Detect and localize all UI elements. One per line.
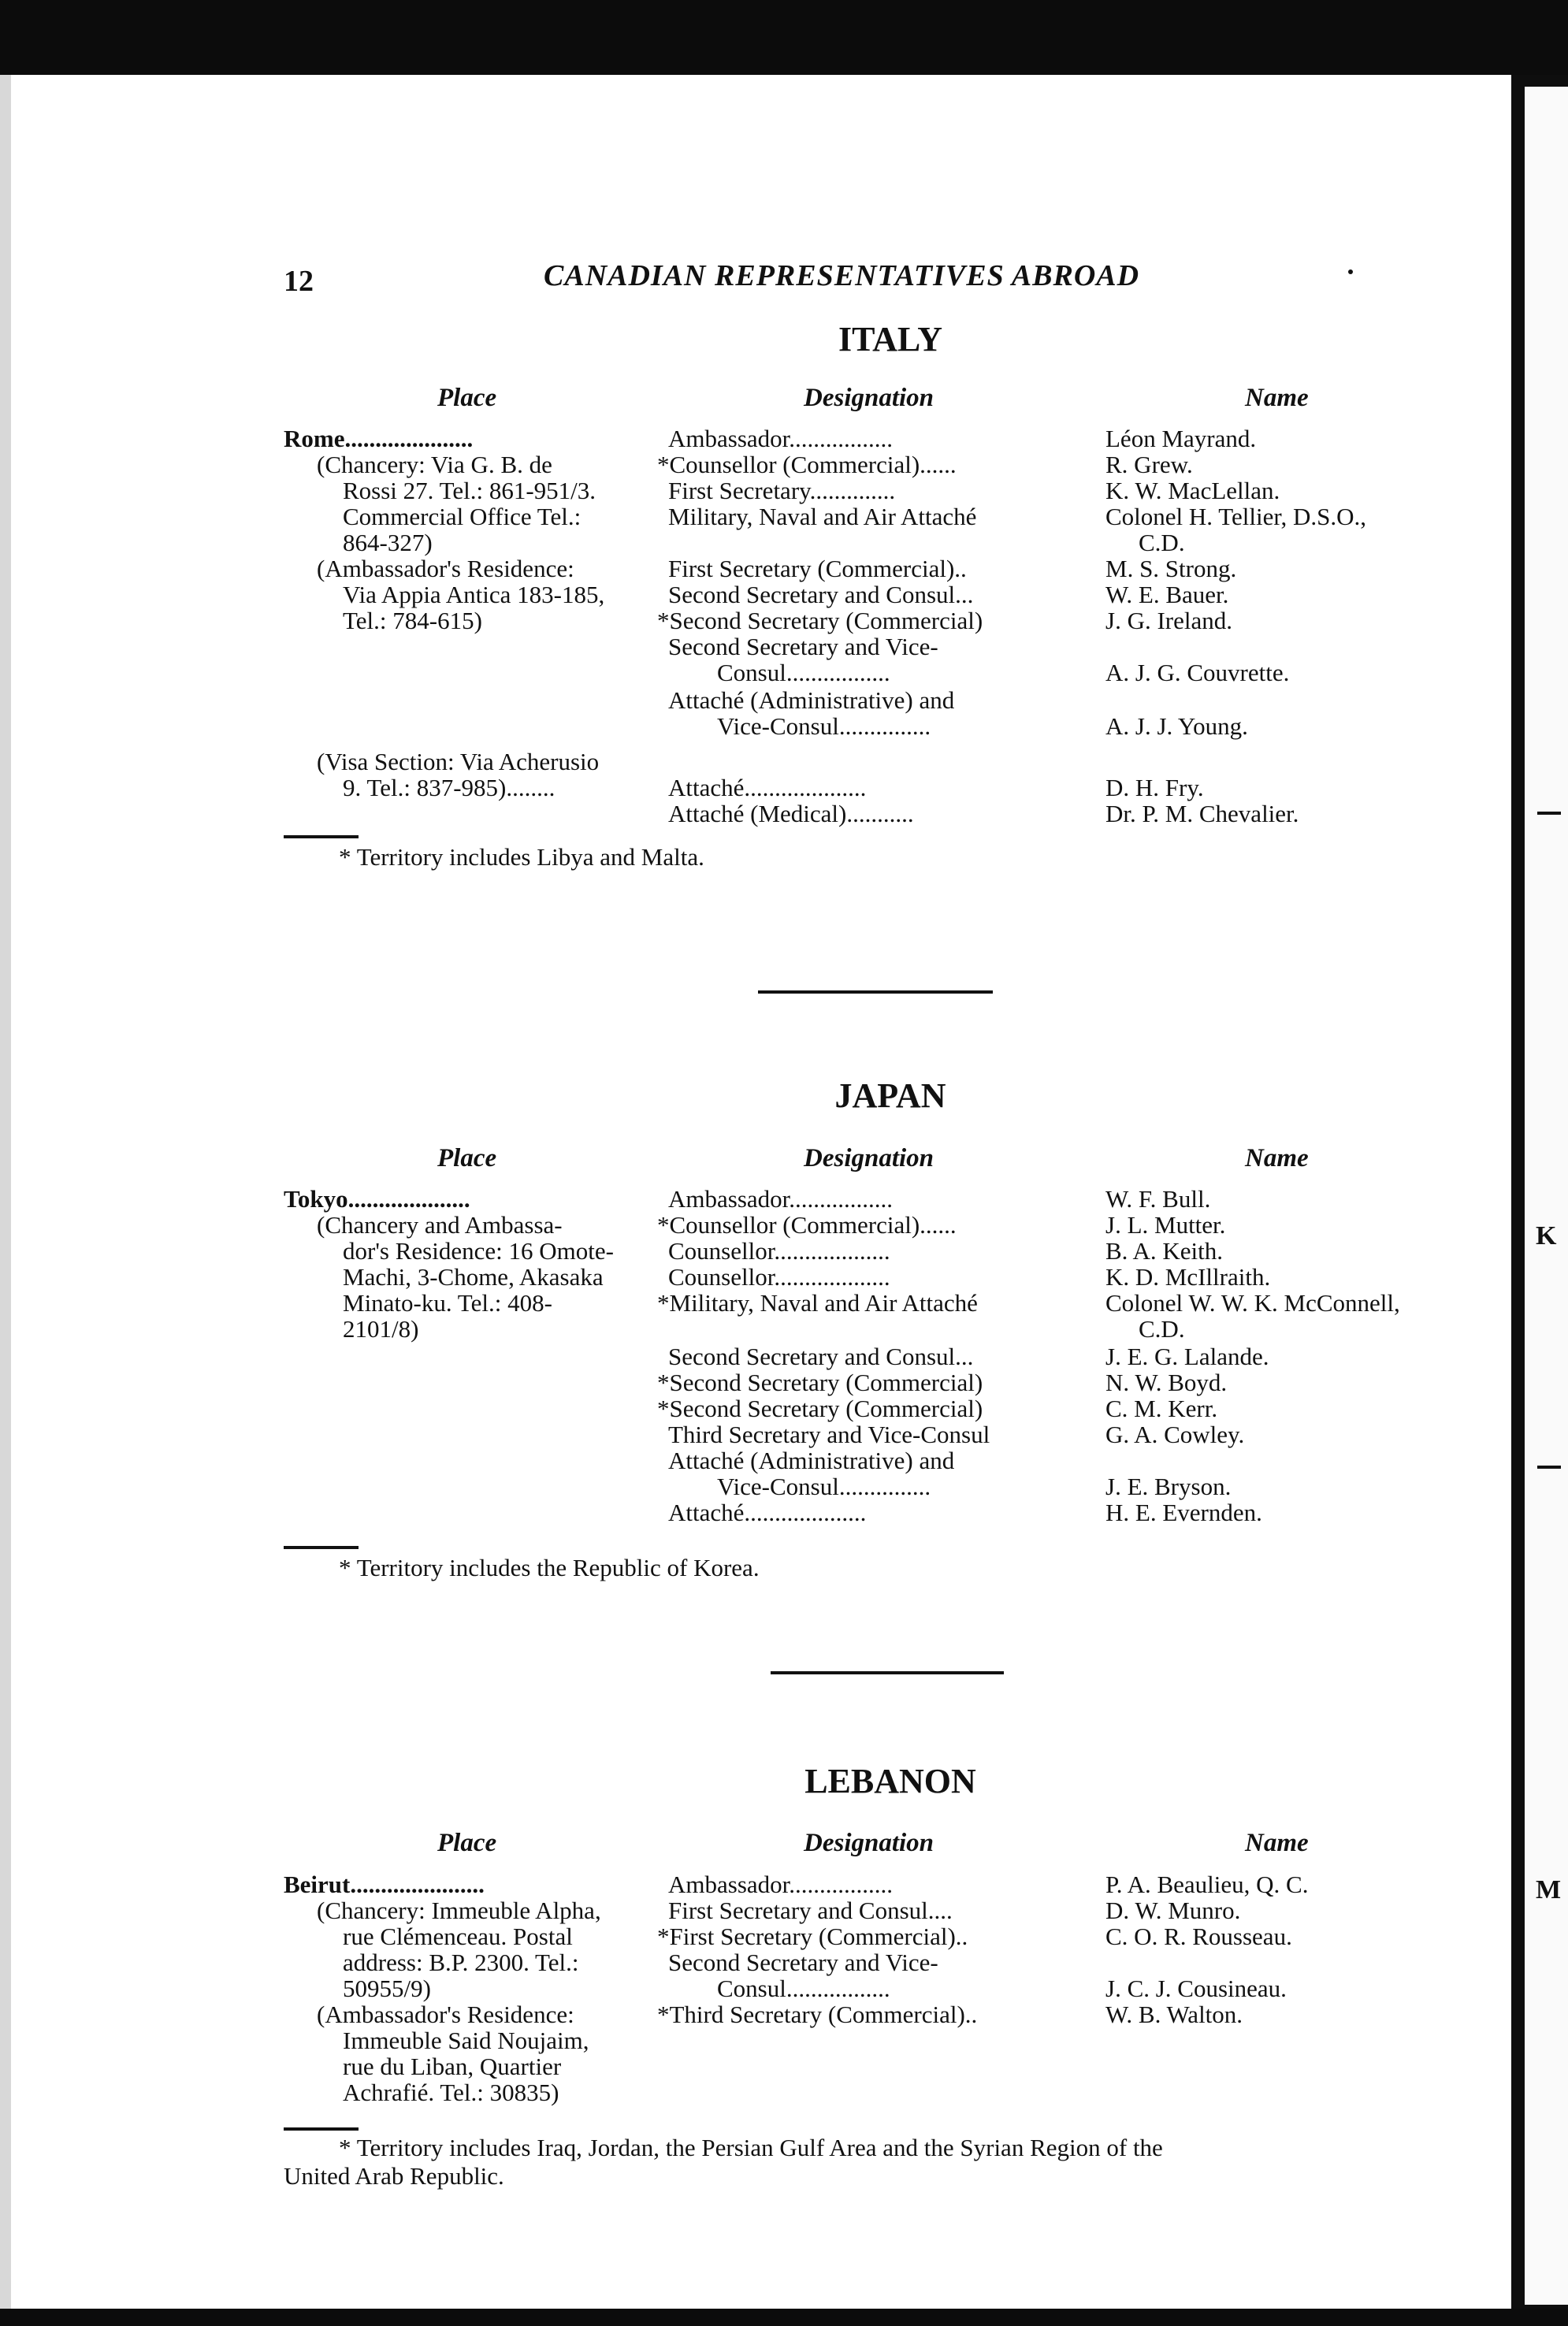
table-row <box>284 1212 1497 1239</box>
name-cell: J. C. J. Cousineau. <box>1105 1975 1287 2002</box>
place-detail: Achrafié. Tel.: 30835) <box>343 2079 559 2106</box>
country-heading: JAPAN <box>834 1076 946 1115</box>
place-detail: (Chancery: Via G. B. de <box>317 451 552 478</box>
table-row <box>284 1499 1497 1526</box>
designation-cell: *Second Secretary (Commercial) <box>657 1395 983 1422</box>
designation-cell: Consul................. <box>717 1975 890 2002</box>
name-cell: B. A. Keith. <box>1105 1237 1223 1265</box>
name-cell: J. L. Mutter. <box>1105 1211 1226 1239</box>
table-row <box>284 660 1497 686</box>
designation-cell: Attaché (Medical)........... <box>668 801 914 827</box>
name-cell: G. A. Cowley. <box>1105 1421 1245 1448</box>
print-dot <box>1348 269 1353 274</box>
table-row <box>284 582 1497 608</box>
designation-cell: First Secretary and Consul.... <box>668 1897 953 1924</box>
designation-cell: *Second Secretary (Commercial) <box>657 608 983 634</box>
designation-cell: Third Secretary and Vice-Consul <box>668 1421 990 1448</box>
table-row <box>284 503 1497 530</box>
designation-cell: *Third Secretary (Commercial).. <box>657 2001 978 2028</box>
adjacent-page-edge <box>1525 87 1568 2305</box>
place-detail: Rossi 27. Tel.: 861-951/3. <box>343 477 596 504</box>
place-detail: Immeuble Said Noujaim, <box>343 2027 589 2054</box>
table-row <box>284 1949 1497 1976</box>
table-row <box>284 425 1497 452</box>
table-row <box>284 775 1497 801</box>
name-cell: J. E. G. Lalande. <box>1105 1343 1269 1370</box>
designation-cell: Consul................. <box>717 660 890 686</box>
scan-top-border <box>0 0 1568 75</box>
footnote-rule <box>284 1546 359 1549</box>
name-cell: W. E. Bauer. <box>1105 581 1229 608</box>
table-row <box>284 451 1497 478</box>
table-row <box>284 1897 1497 1924</box>
name-cell: K. W. MacLellan. <box>1105 477 1280 504</box>
designation-cell: Second Secretary and Consul... <box>668 582 974 608</box>
table-row <box>284 634 1497 660</box>
name-cell: C. O. R. Rousseau. <box>1105 1923 1292 1950</box>
designation-cell: Ambassador................. <box>668 425 894 452</box>
place-detail: 50955/9) <box>343 1975 431 2002</box>
footnote-rule <box>284 2127 359 2131</box>
table-row <box>284 1343 1497 1370</box>
designation-cell: Second Secretary and Vice- <box>668 1949 938 1976</box>
scan-left-edge <box>0 75 11 2309</box>
place-detail: Minato-ku. Tel.: 408- <box>343 1290 552 1317</box>
section-divider <box>771 1671 1004 1674</box>
designation-cell: Vice-Consul............... <box>717 713 931 740</box>
designation-cell: Second Secretary and Consul... <box>668 1343 974 1370</box>
place-detail: (Chancery and Ambassa- <box>317 1212 563 1239</box>
table-row <box>284 1975 1497 2002</box>
table-row <box>284 529 1497 556</box>
table-row <box>284 801 1497 827</box>
designation-cell: Ambassador................. <box>668 1186 894 1213</box>
place-detail: dor's Residence: 16 Omote- <box>343 1238 614 1265</box>
designation-cell: *Counsellor (Commercial)...... <box>657 1212 957 1239</box>
designation-cell: First Secretary (Commercial).. <box>668 555 967 582</box>
designation-cell: *Counsellor (Commercial)...... <box>657 451 957 478</box>
place-detail: (Visa Section: Via Acherusio <box>317 749 600 775</box>
table-row <box>284 477 1497 504</box>
place-detail: Via Appia Antica 183-185, <box>343 582 605 608</box>
column-header-name: Name <box>1245 1144 1309 1172</box>
column-header-designation: Designation <box>804 1144 934 1172</box>
place-city: Tokyo.................... <box>284 1186 470 1213</box>
table-row <box>284 1290 1497 1317</box>
table-row <box>284 1473 1497 1500</box>
designation-cell: Attaché (Administrative) and <box>668 1447 955 1474</box>
table-row <box>284 2053 1497 2080</box>
table-row <box>284 1871 1497 1898</box>
column-header-designation: Designation <box>804 384 934 412</box>
name-cell: C.D. <box>1139 529 1185 556</box>
place-city: Rome..................... <box>284 425 474 452</box>
name-cell: N. W. Boyd. <box>1105 1369 1228 1396</box>
page-number: 12 <box>284 265 314 298</box>
name-cell: Colonel H. Tellier, D.S.O., <box>1105 503 1366 530</box>
adjacent-page-rule <box>1537 1466 1561 1469</box>
place-detail: Tel.: 784-615) <box>343 608 482 634</box>
adjacent-page-rule <box>1537 812 1561 815</box>
footnote-continued: United Arab Republic. <box>284 2162 504 2190</box>
place-detail: rue du Liban, Quartier <box>343 2053 562 2080</box>
name-cell: D. W. Munro. <box>1105 1897 1241 1924</box>
place-detail: (Ambassador's Residence: <box>317 555 574 582</box>
designation-cell: Counsellor................... <box>668 1264 890 1291</box>
place-detail: Machi, 3-Chome, Akasaka <box>343 1264 604 1291</box>
name-cell: Colonel W. W. K. McConnell, <box>1105 1289 1400 1317</box>
running-head: CANADIAN REPRESENTATIVES ABROAD <box>544 259 1140 292</box>
name-cell: R. Grew. <box>1105 451 1193 478</box>
table-row <box>284 1316 1497 1343</box>
name-cell: P. A. Beaulieu, Q. C. <box>1105 1871 1309 1898</box>
footnote-rule <box>284 835 359 838</box>
column-header-place: Place <box>437 1144 497 1172</box>
name-cell: J. E. Bryson. <box>1105 1473 1232 1500</box>
place-detail: 2101/8) <box>343 1316 419 1343</box>
name-cell: H. E. Evernden. <box>1105 1499 1262 1526</box>
table-row <box>284 1238 1497 1265</box>
name-cell: M. S. Strong. <box>1105 555 1237 582</box>
name-cell: A. J. G. Couvrette. <box>1105 659 1290 686</box>
table-row <box>284 2001 1497 2028</box>
table-row <box>284 1186 1497 1213</box>
name-cell: A. J. J. Young. <box>1105 712 1248 740</box>
name-cell: K. D. McIllraith. <box>1105 1263 1271 1291</box>
column-header-place: Place <box>437 384 497 412</box>
table-row <box>284 555 1497 582</box>
section-divider <box>758 990 993 994</box>
designation-cell: *Military, Naval and Air Attaché <box>657 1290 978 1317</box>
footnote: * Territory includes the Republic of Korea. <box>339 1554 760 1581</box>
table-row <box>284 2079 1497 2106</box>
designation-cell: *Second Secretary (Commercial) <box>657 1369 983 1396</box>
name-cell: C. M. Kerr. <box>1105 1395 1218 1422</box>
place-detail: 864-327) <box>343 529 433 556</box>
designation-cell: Counsellor................... <box>668 1238 890 1265</box>
designation-cell: Second Secretary and Vice- <box>668 634 938 660</box>
adjacent-page-letter: K <box>1536 1221 1557 1250</box>
designation-cell: Attaché.................... <box>668 775 867 801</box>
name-cell: Dr. P. M. Chevalier. <box>1105 800 1299 827</box>
country-heading: ITALY <box>838 320 943 359</box>
designation-cell: First Secretary.............. <box>668 477 896 504</box>
table-row <box>284 1421 1497 1448</box>
name-cell: W. B. Walton. <box>1105 2001 1243 2028</box>
adjacent-page-letter: M <box>1536 1875 1562 1904</box>
column-header-designation: Designation <box>804 1829 934 1857</box>
designation-cell: *First Secretary (Commercial).. <box>657 1923 968 1950</box>
designation-cell: Vice-Consul............... <box>717 1473 931 1500</box>
designation-cell: Military, Naval and Air Attaché <box>668 503 977 530</box>
table-row <box>284 713 1497 740</box>
name-cell: W. F. Bull. <box>1105 1185 1211 1213</box>
name-cell: J. G. Ireland. <box>1105 607 1232 634</box>
table-row <box>284 1923 1497 1950</box>
designation-cell: Ambassador................. <box>668 1871 894 1898</box>
table-row <box>284 1395 1497 1422</box>
name-cell: D. H. Fry. <box>1105 774 1204 801</box>
footnote: * Territory includes Iraq, Jordan, the Persian Gulf Area and the Syrian Region of the <box>339 2134 1163 2161</box>
scan-bottom-border <box>0 2309 1568 2326</box>
place-detail: rue Clémenceau. Postal <box>343 1923 573 1950</box>
table-row <box>284 1447 1497 1474</box>
designation-cell: Attaché.................... <box>668 1499 867 1526</box>
table-row <box>284 749 1497 775</box>
place-detail: (Chancery: Immeuble Alpha, <box>317 1897 601 1924</box>
table-row <box>284 687 1497 714</box>
name-cell: C.D. <box>1139 1315 1185 1343</box>
column-header-place: Place <box>437 1829 497 1857</box>
name-cell: Léon Mayrand. <box>1105 425 1257 452</box>
footnote: * Territory includes Libya and Malta. <box>339 843 704 871</box>
place-detail: (Ambassador's Residence: <box>317 2001 574 2028</box>
country-heading: LEBANON <box>804 1762 976 1800</box>
table-row <box>284 2027 1497 2054</box>
table-row <box>284 1264 1497 1291</box>
place-city: Beirut...................... <box>284 1871 485 1898</box>
table-row <box>284 1369 1497 1396</box>
designation-cell: Attaché (Administrative) and <box>668 687 955 714</box>
place-detail: 9. Tel.: 837-985)........ <box>343 775 555 801</box>
table-row <box>284 608 1497 634</box>
column-header-name: Name <box>1245 1829 1309 1857</box>
column-header-name: Name <box>1245 384 1309 412</box>
place-detail: address: B.P. 2300. Tel.: <box>343 1949 579 1976</box>
place-detail: Commercial Office Tel.: <box>343 503 581 530</box>
